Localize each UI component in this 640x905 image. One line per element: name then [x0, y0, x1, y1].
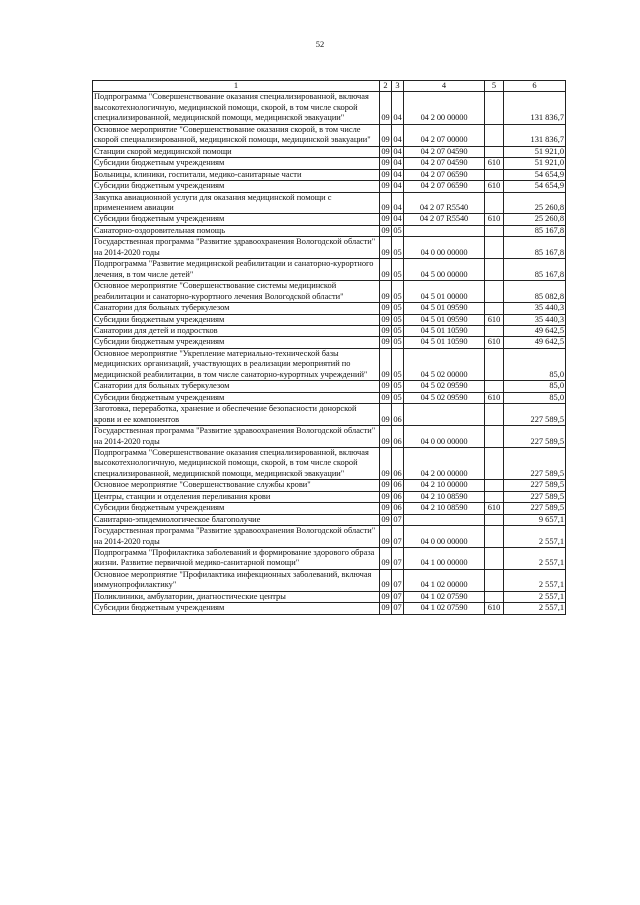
amount: 85 082,8: [504, 281, 566, 303]
amount: 227 589,5: [504, 426, 566, 448]
expense-type-code: [485, 569, 504, 591]
target-article-code: [404, 225, 485, 236]
section-code: 09: [380, 426, 392, 448]
table-row: [93, 92, 566, 124]
subsection-code: 05: [392, 281, 404, 303]
item-name: Заготовка, переработка, хранение и обеспечение безопасности донорской крови и ее компонентов: [93, 404, 380, 426]
expense-type-code: 610: [485, 214, 504, 225]
section-code: 09: [380, 404, 392, 426]
expense-type-code: [485, 381, 504, 392]
item-name: Основное мероприятие "Профилактика инфекционных заболеваний, включая иммунопрофилактику": [93, 569, 380, 591]
section-code: 09: [381, 325, 390, 335]
target-article-code: [404, 514, 485, 525]
table-row: [93, 392, 566, 403]
section-code: 09: [381, 214, 390, 224]
section-code: 09: [380, 281, 392, 303]
amount: 85 167,8: [504, 225, 566, 236]
table-row: [93, 526, 566, 548]
table-row: [93, 303, 566, 314]
target-article-code: 04 1 02 07590: [404, 591, 485, 602]
item-name: Больницы, клиники, госпитали, медико-санитарные части: [93, 169, 380, 180]
section-code: 09: [381, 381, 390, 391]
amount: 85,0: [504, 381, 566, 392]
section-code: 09: [380, 348, 392, 380]
table-row: [93, 146, 566, 157]
table-row: [93, 214, 566, 225]
column-header: 1: [93, 81, 380, 92]
budget-table-body: [93, 81, 566, 615]
section-code: 09: [381, 169, 390, 179]
subsection-code: 07: [392, 526, 404, 548]
expense-type-code: [485, 548, 504, 570]
section-code: 09: [380, 237, 392, 259]
section-code: 09: [381, 503, 390, 513]
item-name: Субсидии бюджетным учреждениям: [93, 181, 380, 192]
expense-type-code: 610: [485, 603, 504, 614]
section-code: 09: [381, 392, 390, 402]
item-name: Субсидии бюджетным учреждениям: [93, 503, 380, 514]
item-name: Станции скорой медицинской помощи: [93, 146, 380, 157]
section-code: 09: [381, 181, 390, 191]
table-row: [93, 181, 566, 192]
section-code: 09: [381, 303, 390, 313]
section-code: 09: [381, 146, 390, 156]
amount: 9 657,1: [504, 514, 566, 525]
page-number: 52: [315, 39, 325, 49]
amount: 2 557,1: [504, 526, 566, 548]
subsection-code: 05: [393, 325, 402, 335]
subsection-code: 06: [392, 404, 404, 426]
table-row: [93, 237, 566, 259]
section-code: 09: [380, 192, 392, 214]
expense-type-code: [485, 426, 504, 448]
subsection-code: 05: [393, 314, 402, 324]
table-row: [93, 192, 566, 214]
section-code: 09: [381, 158, 390, 168]
amount: 25 260,8: [504, 214, 566, 225]
table-row: [93, 426, 566, 448]
table-row: [93, 603, 566, 614]
subsection-code: 07: [393, 591, 402, 601]
column-header: 5: [485, 81, 504, 92]
section-code: 09: [380, 447, 392, 479]
section-code: 09: [381, 603, 390, 613]
subsection-code: 05: [393, 381, 402, 391]
table-row: [93, 281, 566, 303]
item-name: Основное мероприятие "Совершенствование оказания скорой, в том числе скорой специализированной, медицинской помощи, медицинской эвакуации": [93, 124, 380, 146]
item-name: Санаторно-оздоровительная помощь: [93, 225, 380, 236]
table-row: [93, 158, 566, 169]
target-article-code: 04 1 02 07590: [404, 603, 485, 614]
amount: 2 557,1: [504, 569, 566, 591]
amount: 25 260,8: [504, 192, 566, 214]
target-article-code: 04 2 10 08590: [404, 491, 485, 502]
expense-type-code: [485, 124, 504, 146]
table-row: [93, 591, 566, 602]
section-code: 09: [380, 124, 392, 146]
subsection-code: 04: [392, 92, 404, 124]
table-row: [93, 503, 566, 514]
section-code: 09: [380, 259, 392, 281]
target-article-code: 04 2 07 R5540: [404, 214, 485, 225]
amount: 227 589,5: [504, 480, 566, 491]
table-row: [93, 569, 566, 591]
subsection-code: 05: [393, 303, 402, 313]
target-article-code: 04 5 02 09590: [404, 392, 485, 403]
expense-type-code: [485, 591, 504, 602]
target-article-code: 04 2 00 00000: [404, 447, 485, 479]
subsection-code: 07: [392, 548, 404, 570]
table-row: [93, 348, 566, 380]
subsection-code: 04: [393, 214, 402, 224]
amount: 85,0: [504, 392, 566, 403]
target-article-code: 04 2 10 08590: [404, 503, 485, 514]
item-name: Субсидии бюджетным учреждениям: [93, 603, 380, 614]
item-name: Центры, станции и отделения переливания крови: [93, 491, 380, 502]
expense-type-code: [485, 447, 504, 479]
subsection-code: 05: [392, 348, 404, 380]
item-name: Закупка авиационной услуги для оказания медицинской помощи с применением авиации: [93, 192, 380, 214]
column-header: 6: [504, 81, 566, 92]
item-name: Санатории для больных туберкулезом: [93, 381, 380, 392]
table-header-row: [93, 81, 566, 92]
table-row: [93, 259, 566, 281]
item-name: Субсидии бюджетным учреждениям: [93, 337, 380, 348]
item-name: Государственная программа "Развитие здравоохранения Вологодской области" на 2014-2020 годы: [93, 526, 380, 548]
table-row: [93, 514, 566, 525]
expense-type-code: [485, 192, 504, 214]
target-article-code: 04 5 02 09590: [404, 381, 485, 392]
target-article-code: 04 5 01 09590: [404, 303, 485, 314]
table-row: [93, 480, 566, 491]
table-row: [93, 325, 566, 336]
item-name: Санатории для детей и подростков: [93, 325, 380, 336]
item-name: Субсидии бюджетным учреждениям: [93, 392, 380, 403]
expense-type-code: 610: [485, 314, 504, 325]
target-article-code: 04 5 02 00000: [404, 348, 485, 380]
amount: 85,0: [504, 348, 566, 380]
expense-type-code: 610: [485, 337, 504, 348]
item-name: Государственная программа "Развитие здравоохранения Вологодской области" на 2014-2020 годы: [93, 426, 380, 448]
target-article-code: 04 0 00 00000: [404, 237, 485, 259]
target-article-code: 04 2 07 06590: [404, 181, 485, 192]
target-article-code: 04 2 07 00000: [404, 124, 485, 146]
table-row: [93, 169, 566, 180]
item-name: Поликлиники, амбулатории, диагностические центры: [93, 591, 380, 602]
table-row: [93, 447, 566, 479]
subsection-code: 04: [392, 124, 404, 146]
section-code: 09: [381, 314, 390, 324]
expense-type-code: [485, 325, 504, 336]
subsection-code: 04: [393, 169, 402, 179]
item-name: Подпрограмма "Профилактика заболеваний и формирование здорового образа жизни. Развитие первичной медико-санитарной помощи": [93, 548, 380, 570]
amount: 49 642,5: [504, 325, 566, 336]
target-article-code: 04 5 01 10590: [404, 325, 485, 336]
target-article-code: 04 2 00 00000: [404, 92, 485, 124]
expense-type-code: [485, 514, 504, 525]
table-row: [93, 548, 566, 570]
amount: 131 836,7: [504, 92, 566, 124]
item-name: Основное мероприятие "Совершенствование системы медицинской реабилитации и санаторно-курортного лечения Вологодской области": [93, 281, 380, 303]
item-name: Подпрограмма "Развитие медицинской реабилитации и санаторно-курортного лечения, в том числе детей": [93, 259, 380, 281]
amount: 2 557,1: [504, 548, 566, 570]
amount: 85 167,8: [504, 259, 566, 281]
expense-type-code: [485, 169, 504, 180]
item-name: Основное мероприятие "Совершенствование службы крови": [93, 480, 380, 491]
section-code: 09: [380, 548, 392, 570]
expense-type-code: [485, 404, 504, 426]
amount: 227 589,5: [504, 404, 566, 426]
expense-type-code: [485, 303, 504, 314]
expense-type-code: [485, 237, 504, 259]
amount: 54 654,9: [504, 169, 566, 180]
amount: 227 589,5: [504, 491, 566, 502]
target-article-code: 04 0 00 00000: [404, 526, 485, 548]
table-row: [93, 124, 566, 146]
subsection-code: 05: [393, 225, 402, 235]
item-name: Государственная программа "Развитие здравоохранения Вологодской области" на 2014-2020 годы: [93, 237, 380, 259]
column-header: 2: [380, 81, 392, 92]
section-code: 09: [381, 514, 390, 524]
amount: 2 557,1: [504, 603, 566, 614]
target-article-code: 04 5 01 10590: [404, 337, 485, 348]
expense-type-code: [485, 491, 504, 502]
section-code: 09: [381, 337, 390, 347]
target-article-code: 04 1 00 00000: [404, 548, 485, 570]
amount: 35 440,3: [504, 314, 566, 325]
table-row: [93, 404, 566, 426]
subsection-code: 07: [393, 603, 402, 613]
amount: 54 654,9: [504, 181, 566, 192]
subsection-code: 04: [393, 146, 402, 156]
section-code: 09: [380, 526, 392, 548]
column-header: 4: [404, 81, 485, 92]
subsection-code: 06: [392, 426, 404, 448]
table-row: [93, 225, 566, 236]
subsection-code: 04: [393, 158, 402, 168]
section-code: 09: [381, 480, 390, 490]
target-article-code: [404, 404, 485, 426]
amount: 85 167,8: [504, 237, 566, 259]
expense-type-code: [485, 146, 504, 157]
item-name: Санатории для больных туберкулезом: [93, 303, 380, 314]
subsection-code: 06: [393, 480, 402, 490]
amount: 51 921,0: [504, 146, 566, 157]
expense-type-code: 610: [485, 503, 504, 514]
item-name: Подпрограмма "Совершенствование оказания специализированной, включая высокотехнологичную, медицинской помощи, скорой, в том числе скорой специализированной, медицинской помощи, медицинской эвакуации": [93, 92, 380, 124]
amount: 131 836,7: [504, 124, 566, 146]
amount: 227 589,5: [504, 447, 566, 479]
column-header: 3: [392, 81, 404, 92]
amount: 227 589,5: [504, 503, 566, 514]
subsection-code: 07: [392, 569, 404, 591]
expense-type-code: 610: [485, 158, 504, 169]
subsection-code: 04: [392, 192, 404, 214]
expense-type-code: [485, 348, 504, 380]
expense-type-code: [485, 259, 504, 281]
expense-type-code: [485, 526, 504, 548]
subsection-code: 05: [392, 259, 404, 281]
expense-type-code: [485, 225, 504, 236]
item-name: Субсидии бюджетным учреждениям: [93, 314, 380, 325]
subsection-code: 06: [393, 491, 402, 501]
amount: 49 642,5: [504, 337, 566, 348]
subsection-code: 07: [393, 514, 402, 524]
subsection-code: 04: [393, 181, 402, 191]
item-name: Санитарно-эпидемиологическое благополучие: [93, 514, 380, 525]
target-article-code: 04 5 01 00000: [404, 281, 485, 303]
target-article-code: 04 5 00 00000: [404, 259, 485, 281]
target-article-code: 04 2 07 06590: [404, 169, 485, 180]
amount: 51 921,0: [504, 158, 566, 169]
section-code: 09: [380, 569, 392, 591]
expense-type-code: 610: [485, 181, 504, 192]
table-row: [93, 337, 566, 348]
target-article-code: 04 1 02 00000: [404, 569, 485, 591]
section-code: 09: [381, 591, 390, 601]
target-article-code: 04 2 07 04590: [404, 158, 485, 169]
item-name: Подпрограмма "Совершенствование оказания специализированной, включая высокотехнологичную, медицинской помощи, скорой, в том числе скорой специализированной, медицинской помощи, медицинской эвакуации": [93, 447, 380, 479]
table-row: [93, 381, 566, 392]
expense-type-code: [485, 92, 504, 124]
item-name: Субсидии бюджетным учреждениям: [93, 214, 380, 225]
expense-type-code: [485, 480, 504, 491]
amount: 2 557,1: [504, 591, 566, 602]
expense-type-code: 610: [485, 392, 504, 403]
table-row: [93, 491, 566, 502]
section-code: 09: [381, 491, 390, 501]
target-article-code: 04 2 10 00000: [404, 480, 485, 491]
subsection-code: 05: [392, 237, 404, 259]
table-row: [93, 314, 566, 325]
budget-table: [92, 80, 566, 615]
section-code: 09: [381, 225, 390, 235]
target-article-code: 04 2 07 R5540: [404, 192, 485, 214]
target-article-code: 04 2 07 04590: [404, 146, 485, 157]
subsection-code: 06: [392, 447, 404, 479]
target-article-code: 04 0 00 00000: [404, 426, 485, 448]
section-code: 09: [380, 92, 392, 124]
subsection-code: 06: [393, 503, 402, 513]
subsection-code: 05: [393, 392, 402, 402]
amount: 35 440,3: [504, 303, 566, 314]
item-name: Субсидии бюджетным учреждениям: [93, 158, 380, 169]
target-article-code: 04 5 01 09590: [404, 314, 485, 325]
subsection-code: 05: [393, 337, 402, 347]
item-name: Основное мероприятие "Укрепление материально-технической базы медицинских организаций, участвующих в реализации мероприятий по медицинской реабилитации, в том числе санаторно-курортных учреждений": [93, 348, 380, 380]
expense-type-code: [485, 281, 504, 303]
